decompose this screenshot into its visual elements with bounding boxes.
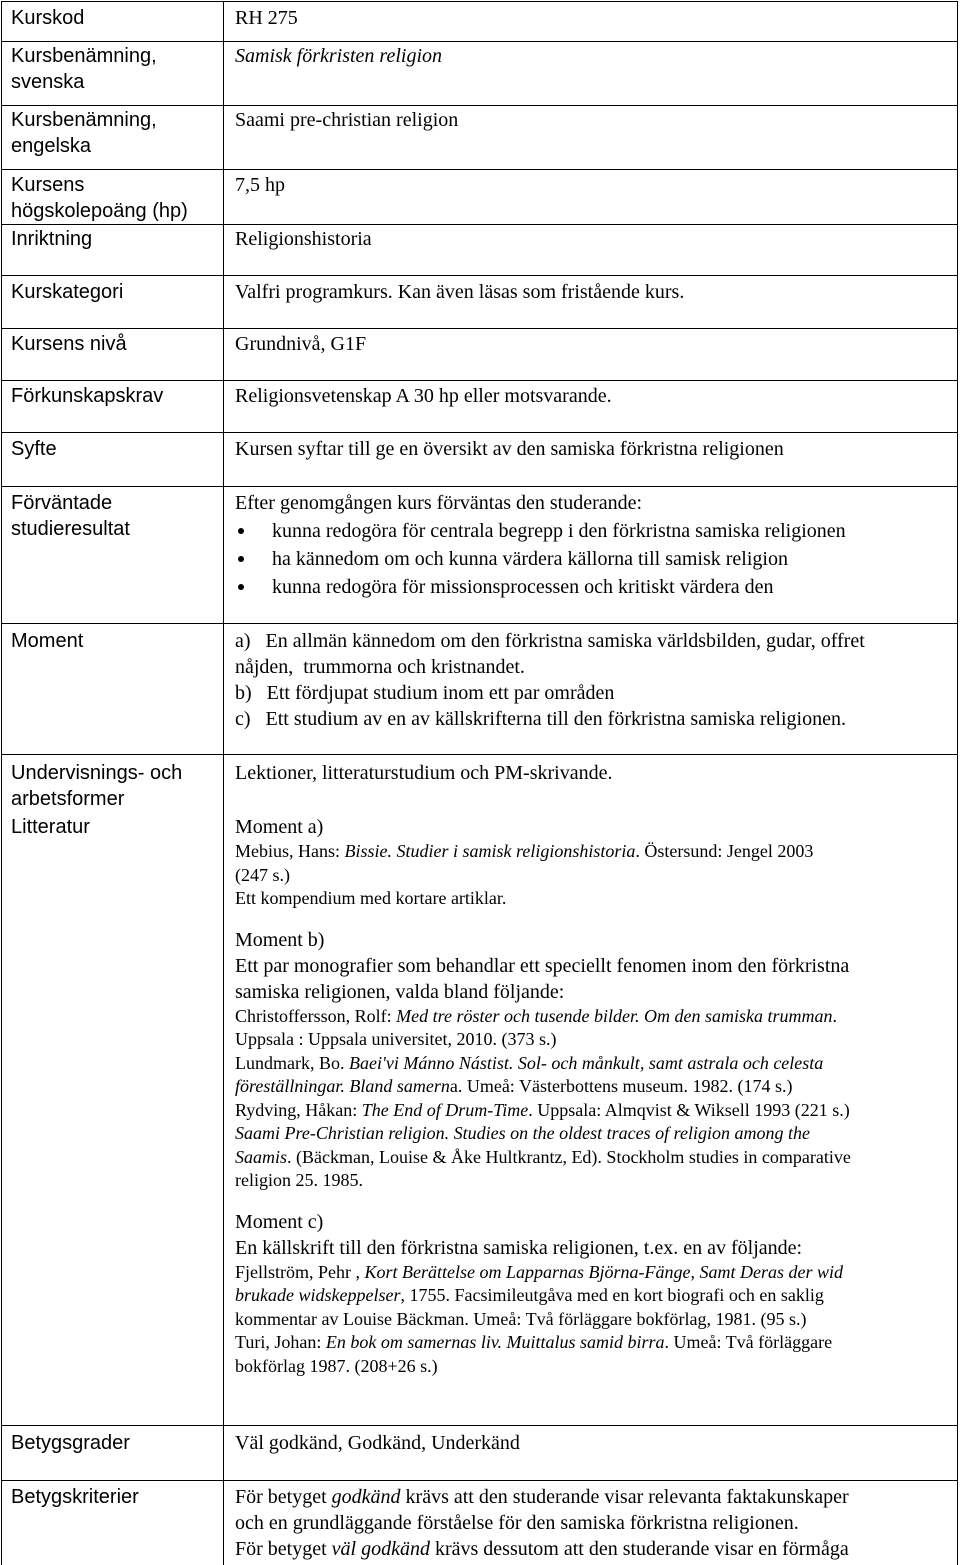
- moment-label: Moment: [11, 630, 84, 652]
- literature-entry: brukade widskeppelser, 1755. Facsimileutgåva med en kort biografi och en saklig: [235, 1285, 824, 1305]
- criteria-line: och en grundläggande förståelse för den samiska förkristna religionen.: [235, 1512, 799, 1534]
- literature-entry: Saamis. (Bäckman, Louise & Åke Hultkrantz, Ed). Stockholm studies in comparative: [235, 1146, 851, 1167]
- prerequisites-label: Förkunskapskrav: [11, 385, 164, 407]
- literature-entry: Mebius, Hans: Bissie. Studier i samisk religionshistoria. Östersund: Jengel 2003: [235, 841, 814, 861]
- literature-b-intro: Ett par monografier som behandlar ett speciellt fenomen inom den förkristna: [235, 954, 850, 977]
- row-divider: [1, 105, 958, 106]
- literature-block: [235, 814, 957, 1378]
- grades-value: Väl godkänd, Godkänd, Underkänd: [235, 1432, 520, 1454]
- moment-c: c) Ett studium av en av källskrifterna till den förkristna samiska religionen.: [235, 708, 846, 730]
- moment-block: [235, 628, 957, 732]
- course-name-sv-value: Samisk förkristen religion: [235, 45, 443, 67]
- outcome-item: ha kännedom om och kunna värdera källorna till samisk religion: [235, 546, 957, 572]
- row-divider: [1, 1425, 958, 1426]
- purpose-label: Syfte: [11, 438, 57, 460]
- literature-label: Litteratur: [11, 816, 90, 838]
- row-divider: [1, 224, 958, 225]
- teaching-label: Undervisnings- och arbetsformer: [11, 762, 183, 810]
- moment-a-line2: nåjden, trummorna och kristnandet.: [235, 656, 525, 678]
- row-divider: [1, 41, 958, 42]
- course-name-en-value: Saami pre-christian religion: [235, 109, 459, 131]
- row-divider: [1, 380, 958, 381]
- row-divider: [1, 328, 958, 329]
- criteria-line: För betyget väl godkänd krävs dessutom att den studerande visar en förmåga: [235, 1538, 849, 1560]
- teaching-value: Lektioner, litteraturstudium och PM-skrivande.: [235, 762, 613, 784]
- level-value: Grundnivå, G1F: [235, 333, 367, 355]
- literature-entry: Uppsala : Uppsala universitet, 2010. (373 s.): [235, 1029, 557, 1049]
- course-name-en-label: Kursbenämning, engelska: [11, 109, 157, 157]
- kurskod-value: RH 275: [235, 7, 298, 29]
- row-divider: [1, 623, 958, 624]
- outcome-item: kunna redogöra för missionsprocessen och kritiskt värdera den: [235, 574, 957, 600]
- criteria-line: För betyget godkänd krävs att den studerande visar relevanta faktakunskaper: [235, 1486, 849, 1508]
- outcomes-label: Förväntade studieresultat: [11, 492, 130, 540]
- literature-moment-b-heading: Moment b): [235, 928, 325, 951]
- literature-entry-pages: (247 s.): [235, 864, 290, 885]
- literature-entry: Turi, Johan: En bok om samernas liv. Muittalus samid birra. Umeå: Två förläggare: [235, 1332, 833, 1352]
- row-divider: [1, 1, 958, 2]
- inriktning-label: Inriktning: [11, 228, 93, 250]
- outcomes-block: [235, 490, 957, 600]
- table-border-left: [1, 1, 2, 1565]
- table-border-right: [957, 1, 958, 1565]
- kurskod-label: Kurskod: [11, 7, 85, 29]
- moment-a-line1: a) En allmän kännedom om den förkristna samiska världsbilden, gudar, offret: [235, 630, 865, 652]
- literature-moment-c-heading: Moment c): [235, 1210, 324, 1233]
- level-label: Kursens nivå: [11, 333, 127, 355]
- literature-entry: Saami Pre-Christian religion. Studies on the oldest traces of religion among the: [235, 1123, 810, 1143]
- credits-label: Kursens högskolepoäng (hp): [11, 174, 188, 222]
- moment-b: b) Ett fördjupat studium inom ett par områden: [235, 682, 615, 704]
- outcomes-intro: Efter genomgången kurs förväntas den studerande:: [235, 492, 643, 514]
- row-divider: [1, 1480, 958, 1481]
- credits-value: 7,5 hp: [235, 174, 285, 196]
- literature-entry: Rydving, Håkan: The End of Drum-Time. Uppsala: Almqvist & Wiksell 1993 (221 s.): [235, 1099, 850, 1120]
- literature-entry: Christoffersson, Rolf: Med tre röster och tusende bilder. Om den samiska trumman.: [235, 1005, 837, 1026]
- literature-b-intro: samiska religionen, valda bland följande:: [235, 980, 565, 1003]
- literature-entry: bokförlag 1987. (208+26 s.): [235, 1355, 438, 1376]
- grades-label: Betygsgrader: [11, 1432, 130, 1454]
- row-divider: [1, 486, 958, 487]
- row-divider: [1, 754, 958, 755]
- outcome-item: kunna redogöra för centrala begrepp i den förkristna samiska religionen: [235, 518, 957, 544]
- row-divider: [1, 169, 958, 170]
- table-column-divider: [223, 1, 224, 1565]
- purpose-value: Kursen syftar till ge en översikt av den samiska förkristna religionen: [235, 438, 784, 460]
- row-divider: [1, 275, 958, 276]
- inriktning-value: Religionshistoria: [235, 228, 372, 250]
- category-label: Kurskategori: [11, 281, 124, 303]
- literature-entry: föreställningar. Bland samerna. Umeå: Västerbottens museum. 1982. (174 s.): [235, 1076, 793, 1096]
- literature-c-intro: En källskrift till den förkristna samiska religionen, t.ex. en av följande:: [235, 1236, 803, 1259]
- literature-entry: religion 25. 1985.: [235, 1170, 363, 1190]
- literature-moment-a-heading: Moment a): [235, 816, 324, 838]
- literature-entry: Fjellström, Pehr , Kort Berättelse om Lapparnas Björna-Fänge, Samt Deras der wid: [235, 1261, 843, 1282]
- row-divider: [1, 432, 958, 433]
- category-value: Valfri programkurs. Kan även läsas som fristående kurs.: [235, 281, 685, 303]
- criteria-label: Betygskriterier: [11, 1486, 139, 1508]
- literature-entry: Lundmark, Bo. Baei'vi Mánno Nástist. Sol- och månkult, samt astrala och celesta: [235, 1052, 824, 1073]
- prerequisites-value: Religionsvetenskap A 30 hp eller motsvarande.: [235, 385, 612, 407]
- literature-note: Ett kompendium med kortare artiklar.: [235, 888, 507, 908]
- literature-entry: kommentar av Louise Bäckman. Umeå: Två förläggare bokförlag, 1981. (95 s.): [235, 1308, 807, 1329]
- course-name-sv-label: Kursbenämning, svenska: [11, 45, 157, 93]
- criteria-block: [235, 1484, 957, 1562]
